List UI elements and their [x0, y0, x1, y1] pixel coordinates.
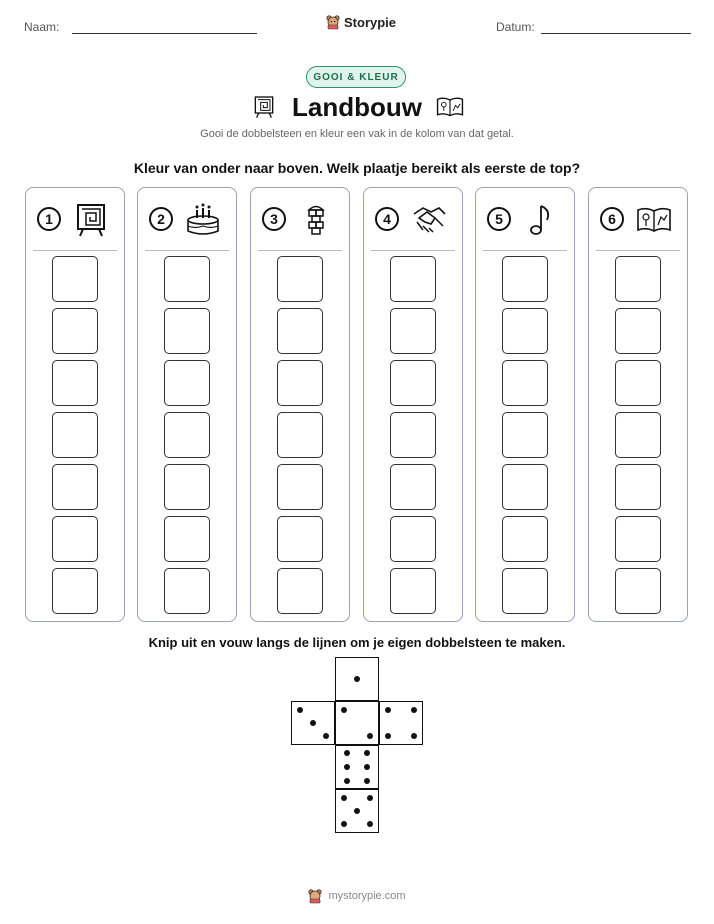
column-header [476, 188, 574, 250]
color-cell[interactable] [502, 568, 548, 614]
die-pip [385, 707, 391, 713]
die-pip [341, 707, 347, 713]
color-cell[interactable] [615, 256, 661, 302]
color-cell[interactable] [502, 256, 548, 302]
column-header [589, 188, 687, 250]
color-cell[interactable] [615, 360, 661, 406]
handshake-icon [411, 202, 447, 238]
die-pip [344, 778, 350, 784]
storypie-bear-logo-icon [308, 888, 322, 904]
dice-column-3 [250, 187, 350, 622]
color-cell[interactable] [390, 256, 436, 302]
die-pip [354, 808, 360, 814]
color-cell[interactable] [52, 568, 98, 614]
die-pip [344, 764, 350, 770]
color-cell[interactable] [390, 360, 436, 406]
die-pip [364, 750, 370, 756]
dice-column-6 [588, 187, 688, 622]
die-pip [367, 821, 373, 827]
color-cell[interactable] [277, 412, 323, 458]
die-pip [344, 750, 350, 756]
column-number: 1 [37, 207, 61, 231]
die-pip [354, 676, 360, 682]
color-cell[interactable] [52, 308, 98, 354]
die-pip [367, 795, 373, 801]
die-pip [310, 720, 316, 726]
date-label: Datum: [496, 20, 535, 34]
die-pip [364, 764, 370, 770]
hopscotch-icon [298, 202, 334, 238]
page-title: Landbouw [292, 92, 422, 122]
color-cell[interactable] [277, 568, 323, 614]
date-line[interactable] [541, 33, 691, 34]
color-cell[interactable] [52, 360, 98, 406]
dice-column-1 [25, 187, 125, 622]
birthday-cake-icon [185, 202, 221, 238]
die-face [291, 701, 335, 745]
color-cell[interactable] [502, 516, 548, 562]
die-face [379, 701, 423, 745]
column-header [364, 188, 462, 250]
dice-column-4 [363, 187, 463, 622]
column-divider [145, 250, 229, 251]
column-number: 5 [487, 207, 511, 231]
color-cell[interactable] [164, 308, 210, 354]
die-pip [411, 733, 417, 739]
color-cell[interactable] [615, 464, 661, 510]
column-number: 6 [600, 207, 624, 231]
brand-logo [326, 14, 396, 30]
column-divider [371, 250, 455, 251]
open-book-icon [436, 96, 464, 118]
color-cell[interactable] [390, 464, 436, 510]
color-cell[interactable] [164, 464, 210, 510]
die-pip [297, 707, 303, 713]
die-pip [341, 795, 347, 801]
color-cell[interactable] [164, 568, 210, 614]
column-divider [483, 250, 567, 251]
color-cell[interactable] [502, 360, 548, 406]
die-pip [364, 778, 370, 784]
die-pip [341, 821, 347, 827]
die-face [335, 745, 379, 789]
color-cell[interactable] [164, 516, 210, 562]
activity-badge: GOOI & KLEUR [306, 66, 406, 88]
die-face [335, 789, 379, 833]
column-number: 4 [375, 207, 399, 231]
brand-name: Storypie [344, 14, 397, 30]
die-face [335, 701, 379, 745]
color-cell[interactable] [164, 360, 210, 406]
column-number: 2 [149, 207, 173, 231]
die-pip [411, 707, 417, 713]
open-book-icon [636, 202, 672, 238]
column-number: 3 [262, 207, 286, 231]
column-header [138, 188, 236, 250]
storypie-bear-logo-icon [326, 14, 340, 30]
column-divider [596, 250, 680, 251]
column-header [26, 188, 124, 250]
color-cell[interactable] [164, 412, 210, 458]
name-line[interactable] [72, 33, 257, 34]
footer [0, 888, 714, 904]
dice-column-5 [475, 187, 575, 622]
column-divider [258, 250, 342, 251]
color-cell[interactable] [502, 308, 548, 354]
die-pip [323, 733, 329, 739]
die-pip [385, 733, 391, 739]
color-cell[interactable] [52, 516, 98, 562]
color-cell[interactable] [390, 412, 436, 458]
color-cell[interactable] [615, 308, 661, 354]
color-cell[interactable] [277, 516, 323, 562]
color-cell[interactable] [164, 256, 210, 302]
subtitle: Gooi de dobbelsteen en kleur een vak in de kolom van dat getal. [200, 128, 514, 140]
color-cell[interactable] [52, 464, 98, 510]
color-cell[interactable] [52, 256, 98, 302]
color-cell[interactable] [277, 464, 323, 510]
column-header [251, 188, 349, 250]
instruction-bottom: Knip uit en vouw langs de lijnen om je eigen dobbelsteen te maken. [148, 635, 566, 650]
color-cell[interactable] [615, 568, 661, 614]
footer-url: mystorypie.com [328, 890, 406, 902]
color-cell[interactable] [52, 412, 98, 458]
dice-column-2 [137, 187, 237, 622]
name-label: Naam: [24, 20, 60, 34]
color-cell[interactable] [502, 412, 548, 458]
music-note-icon [523, 202, 559, 238]
color-cell[interactable] [277, 360, 323, 406]
instruction-top: Kleur van onder naar boven. Welk plaatje bereikt als eerste de top? [133, 160, 581, 176]
die-pip [367, 733, 373, 739]
maze-easel-icon [73, 202, 109, 238]
color-cell[interactable] [277, 308, 323, 354]
column-divider [33, 250, 117, 251]
color-cell[interactable] [390, 568, 436, 614]
color-cell[interactable] [390, 308, 436, 354]
die-face [335, 657, 379, 701]
color-cell[interactable] [615, 412, 661, 458]
color-cell[interactable] [390, 516, 436, 562]
color-cell[interactable] [277, 256, 323, 302]
color-cell[interactable] [502, 464, 548, 510]
color-cell[interactable] [615, 516, 661, 562]
